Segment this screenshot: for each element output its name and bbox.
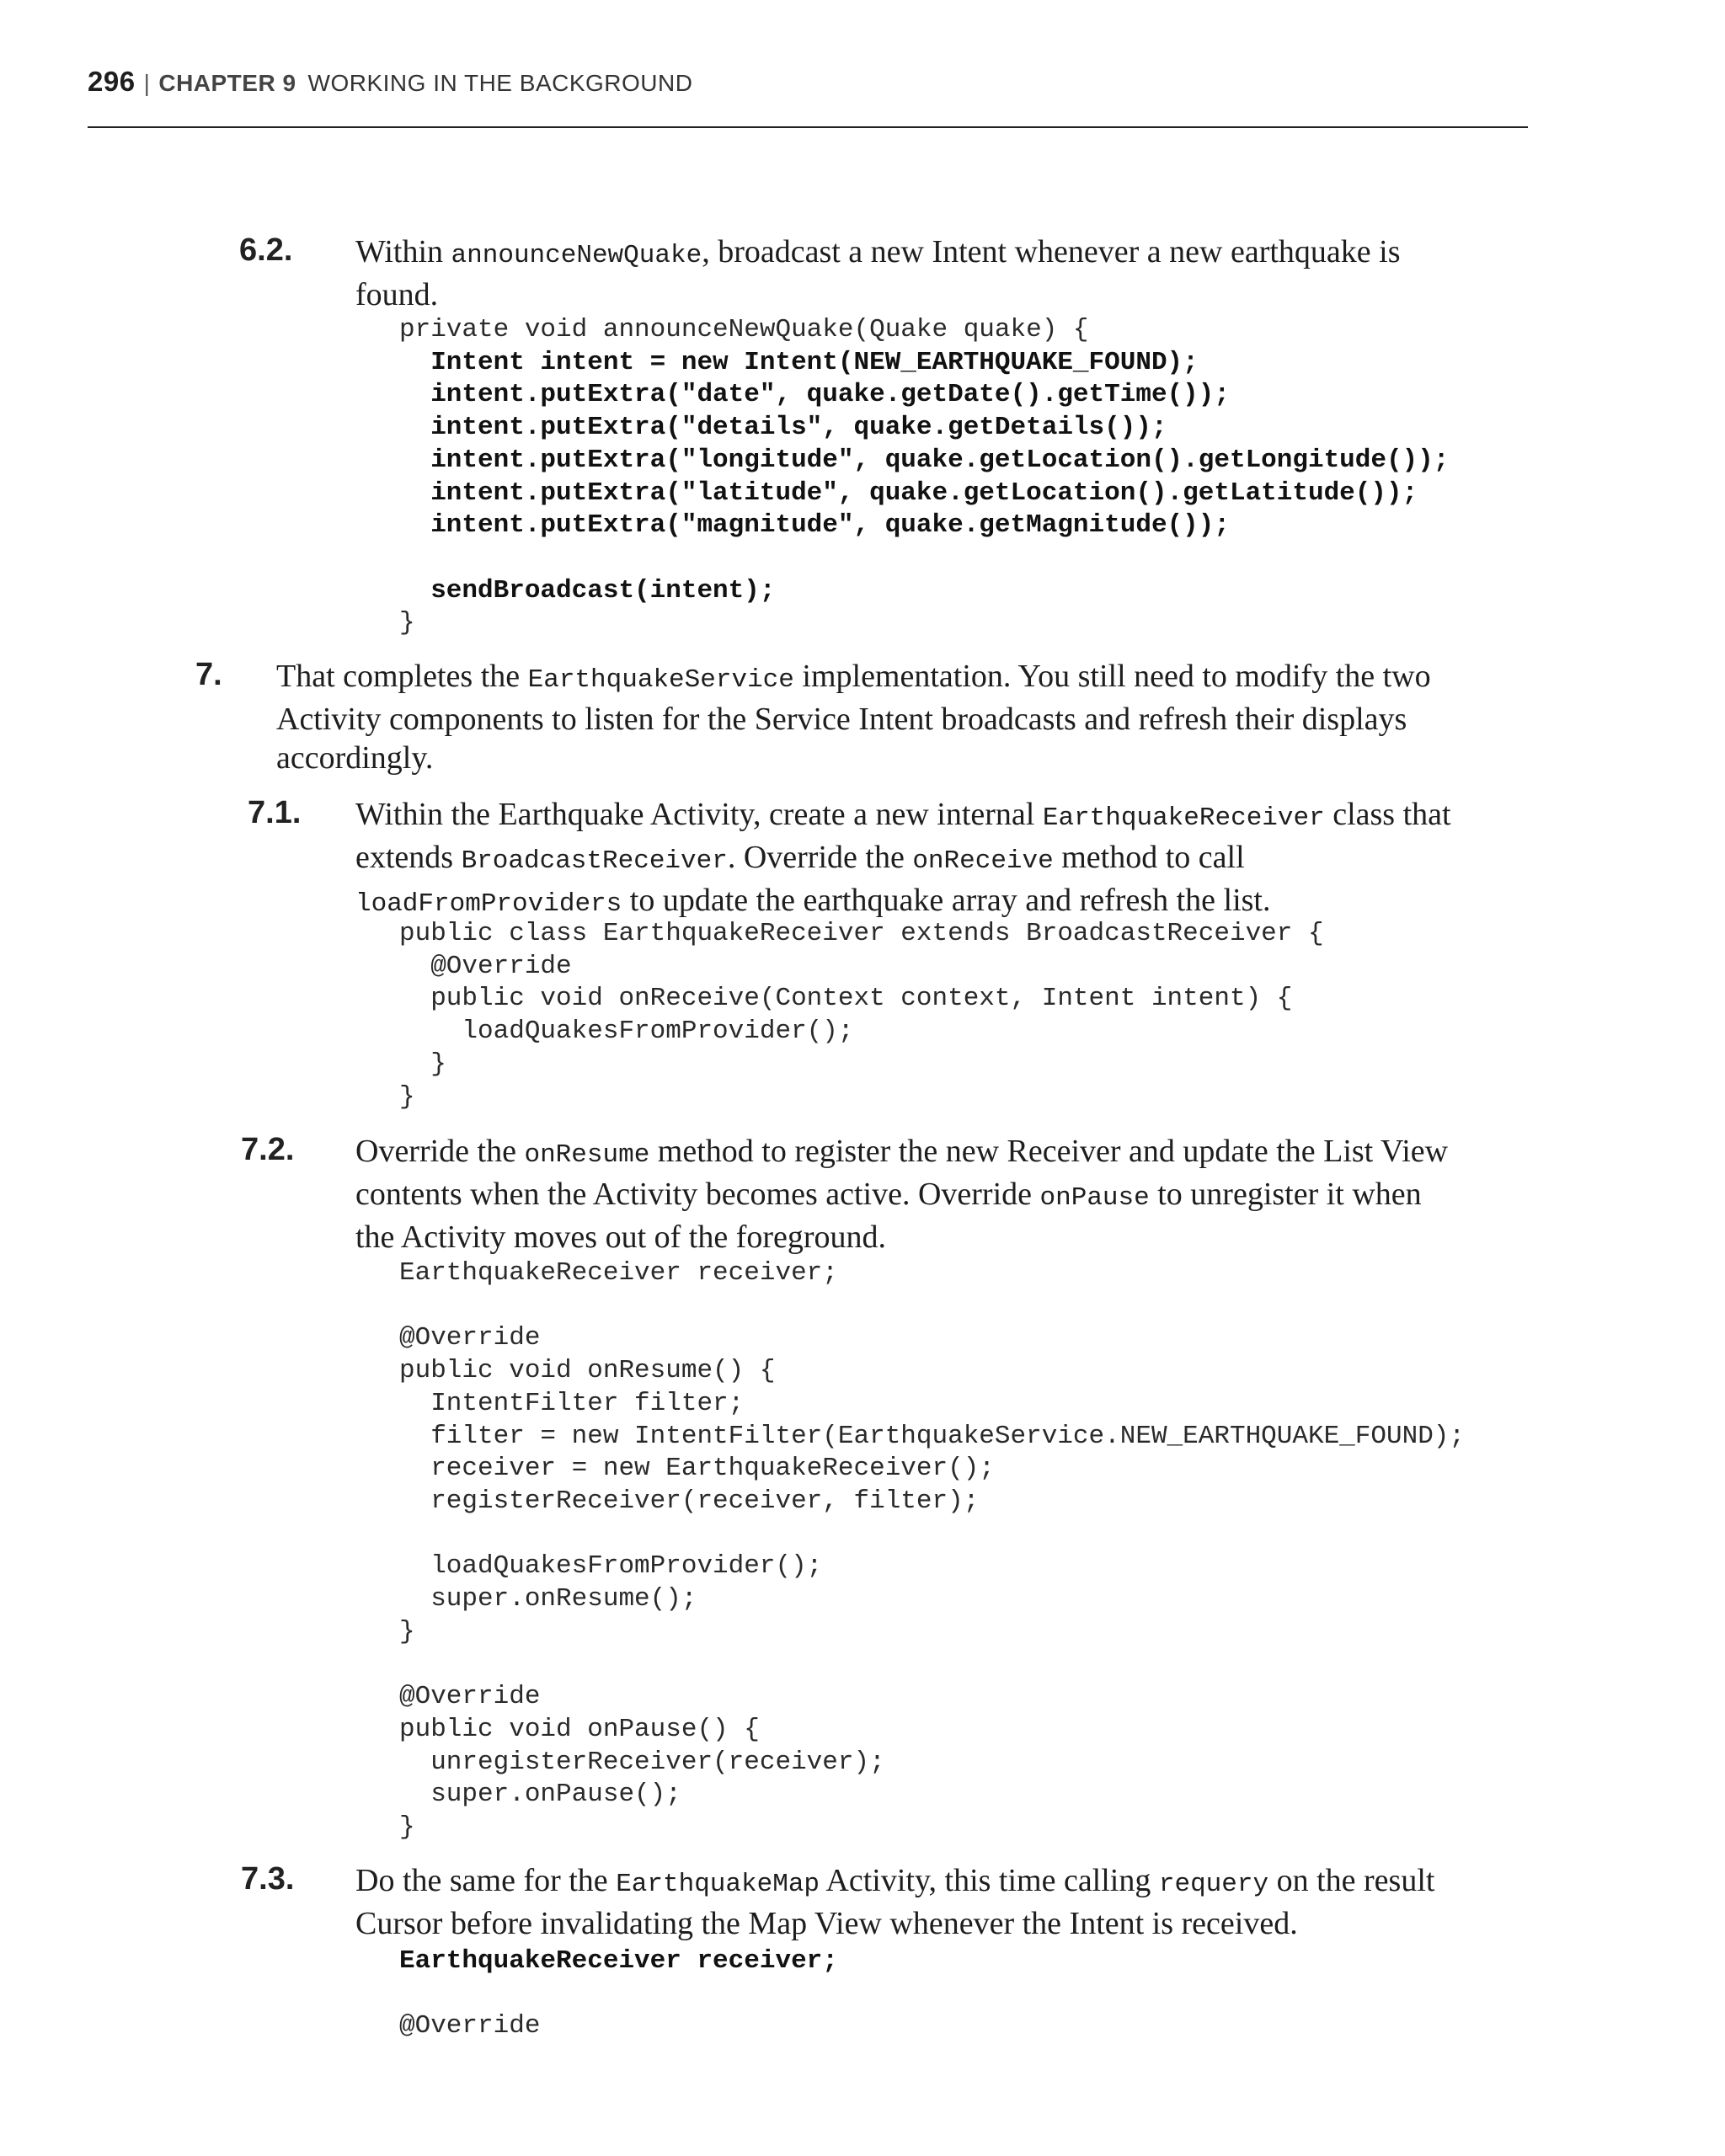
step-text <box>355 795 1484 924</box>
code-line: public void onPause() { <box>399 1714 760 1744</box>
code-line: intent.putExtra("longitude", quake.getLocation().getLongitude()); <box>399 445 1450 475</box>
code-line: public void onResume() { <box>399 1356 776 1386</box>
text-run: method to call <box>1053 840 1245 875</box>
text-run: implementation. You still need to modify the two Activity components to listen for the Service Intent broadcasts and refresh their displays accordingly. <box>276 659 1431 776</box>
text-run: on the result Cursor before invalidating the Map View whenever the Intent is received. <box>355 1863 1435 1941</box>
code-line: public void onReceive(Context context, Intent intent) { <box>399 984 1293 1014</box>
text-run: to update the earthquake array and refresh the list. <box>622 883 1271 918</box>
chapter-title: WORKING IN THE BACKGROUND <box>307 70 693 96</box>
code-line: loadQuakesFromProvider(); <box>399 1017 854 1047</box>
inline-code: BroadcastReceiver <box>461 846 728 876</box>
step-number: 6.2. <box>239 232 293 268</box>
text-run: . Override the <box>727 840 913 875</box>
code-line: } <box>399 1812 415 1842</box>
code-line: intent.putExtra("details", quake.getDetails()); <box>399 413 1167 443</box>
code-line: filter = new IntentFilter(EarthquakeService.NEW_EARTHQUAKE_FOUND); <box>399 1421 1466 1451</box>
code-line: intent.putExtra("date", quake.getDate().getTime()); <box>399 380 1230 410</box>
inline-code: onResume <box>524 1140 650 1170</box>
header-separator: | <box>143 70 151 96</box>
code-line: } <box>399 1081 415 1112</box>
code-line: @Override <box>399 1682 541 1712</box>
inline-code: EarthquakeMap <box>616 1870 820 1899</box>
code-line: public class EarthquakeReceiver extends BroadcastReceiver { <box>399 919 1324 948</box>
code-block-map-receiver <box>399 1945 838 2043</box>
code-line: unregisterReceiver(receiver); <box>399 1747 885 1777</box>
inline-code: requery <box>1158 1870 1269 1899</box>
header-rule <box>88 126 1528 128</box>
step-number: 7. <box>195 657 222 692</box>
code-line: registerReceiver(receiver, filter); <box>399 1486 980 1516</box>
text-run: class that extends <box>355 797 1451 875</box>
code-line: intent.putExtra("latitude", quake.getLocation().getLatitude()); <box>399 478 1418 508</box>
inline-code: loadFromProviders <box>355 889 622 919</box>
inline-code: EarthquakeService <box>527 665 794 695</box>
step-number: 7.2. <box>241 1132 295 1167</box>
text-run: Do the same for the <box>355 1863 617 1898</box>
code-block-resume-pause <box>399 1257 1465 1844</box>
code-line: } <box>399 1049 446 1079</box>
code-line: } <box>399 608 415 638</box>
inline-code: EarthquakeReceiver <box>1042 803 1325 833</box>
text-run: , broadcast a new Intent whenever a new earthquake is found. <box>355 234 1401 312</box>
code-line: Intent intent = new Intent(NEW_EARTHQUAKE_FOUND); <box>399 347 1199 377</box>
text-run: Override the <box>355 1134 525 1169</box>
inline-code: announceNewQuake <box>451 241 702 270</box>
text-run: to unregister it when the Activity moves out of the foreground. <box>355 1177 1422 1255</box>
page-number: 296 <box>88 66 136 97</box>
step-text <box>355 1861 1484 1943</box>
step-text <box>355 232 1484 314</box>
code-line: IntentFilter filter; <box>399 1388 745 1418</box>
code-line: receiver = new EarthquakeReceiver(); <box>399 1454 995 1484</box>
running-header <box>88 66 1528 98</box>
text-run: That completes the <box>276 659 528 694</box>
inline-code: onReceive <box>912 846 1054 876</box>
code-block-receiver <box>399 918 1324 1113</box>
code-line: @Override <box>399 2011 541 2041</box>
text-run: Activity, this time calling <box>820 1863 1159 1898</box>
code-line: EarthquakeReceiver receiver; <box>399 1946 838 1976</box>
code-line: super.onPause(); <box>399 1780 681 1810</box>
step-text <box>276 657 1481 777</box>
code-line: loadQuakesFromProvider(); <box>399 1551 823 1582</box>
code-line: @Override <box>399 1323 541 1353</box>
code-line: } <box>399 1616 415 1646</box>
step-text <box>355 1132 1450 1257</box>
step-number: 7.3. <box>241 1861 295 1897</box>
chapter-label: CHAPTER 9 <box>158 70 296 96</box>
step-number: 7.1. <box>248 795 302 830</box>
code-line: @Override <box>399 951 572 981</box>
code-line: intent.putExtra("magnitude", quake.getMagnitude()); <box>399 510 1230 541</box>
code-line: EarthquakeReceiver receiver; <box>399 1258 838 1288</box>
text-run: Within <box>355 234 451 270</box>
text-run: method to register the new Receiver and update the List View contents when the Activity becomes active. Override <box>355 1134 1449 1212</box>
code-block-announce <box>399 314 1449 640</box>
code-line: super.onResume(); <box>399 1584 697 1614</box>
code-line: sendBroadcast(intent); <box>399 575 776 606</box>
inline-code: onPause <box>1039 1183 1150 1213</box>
code-line: private void announceNewQuake(Quake quake) { <box>399 315 1089 344</box>
text-run: Within the Earthquake Activity, create a new internal <box>355 797 1043 832</box>
